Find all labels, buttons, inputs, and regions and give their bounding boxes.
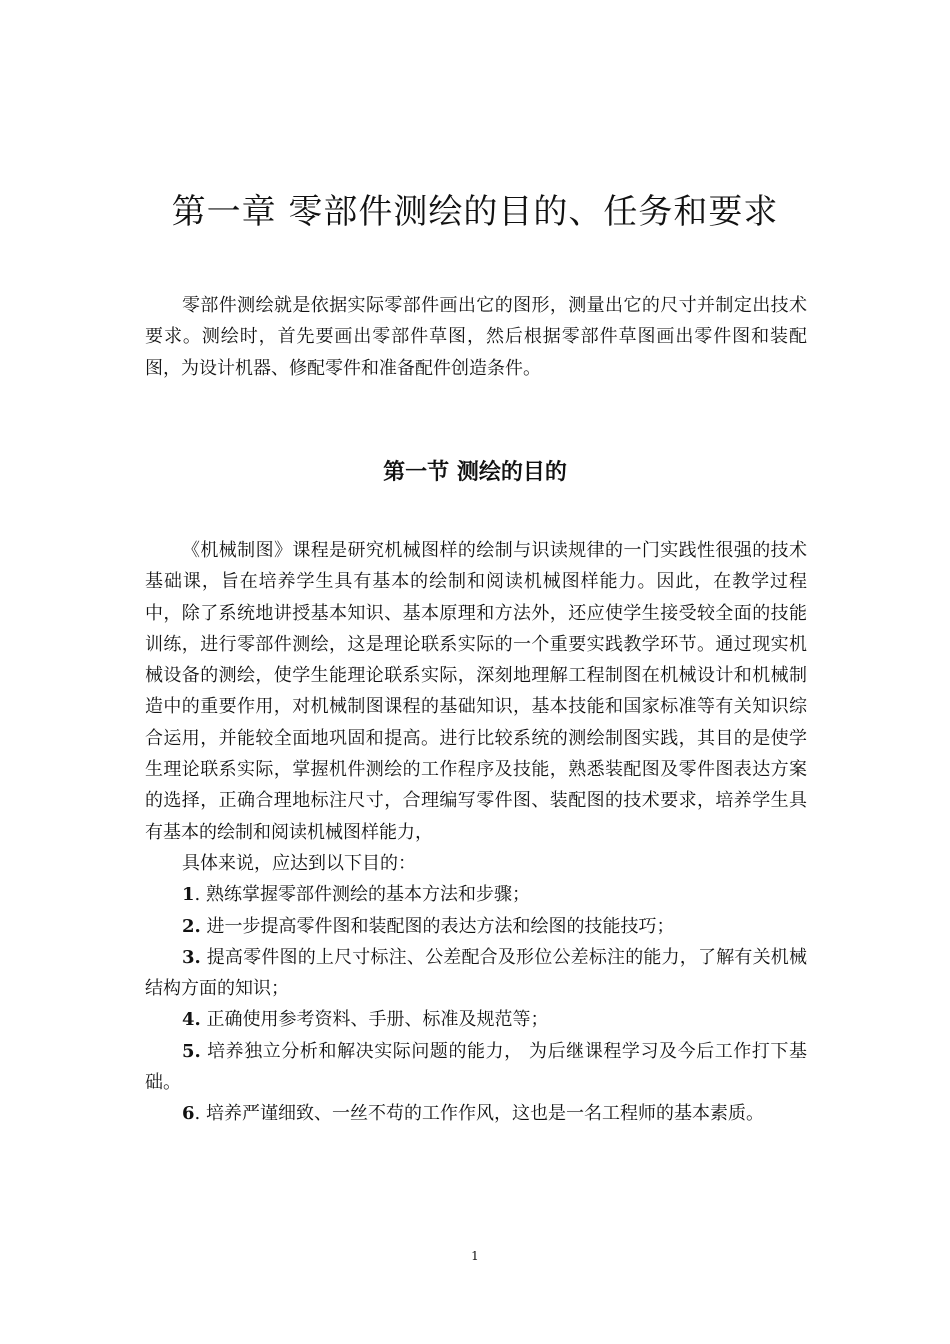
list-item-number: 3. [182,946,201,968]
list-item-text: 熟练掌握零部件测绘的基本方法和步骤； [205,884,530,906]
page-number: 1 [471,1249,479,1263]
objectives-list [145,848,807,1130]
list-item-number: 4. [182,1009,201,1031]
list-item-number: 5. [182,1040,201,1062]
chapter-title: 第一章 零部件测绘的目的、任务和要求 [171,191,779,232]
list-item [145,879,807,910]
list-item-text: 培养独立分析和解决实际问题的能力， 为后继课程学习及今后工作打下基础。 [145,1040,807,1094]
list-item-text: 进一步提高零件图和装配图的表达方法和绘图的技能技巧； [206,915,675,937]
list-item [145,1036,807,1099]
intro-paragraph: 零部件测绘就是依据实际零部件画出它的图形，测量出它的尺寸并制定出技术要求。测绘时，首先要画出零部件草图，然后根据零部件草图画出零件图和装配图，为设计机器、修配零件和准备配件创造条件。 [145,295,807,379]
list-item-number: 1 [182,884,195,906]
section-title: 第一节 测绘的目的 [383,460,567,486]
list-item-separator: . [194,1103,206,1125]
list-item-number: 2. [182,915,201,937]
list-item [145,1004,807,1035]
list-item-text: 培养严谨细致、一丝不苟的工作作风，这也是一名工程师的基本素质。 [205,1103,764,1125]
list-item [145,911,807,942]
list-item [145,942,807,1005]
list-item-text: 正确使用参考资料、手册、标准及规范等； [206,1009,549,1031]
list-item-separator: . [194,884,206,906]
list-item-intro [145,848,807,879]
list-item-text: 具体来说，应达到以下目的： [182,853,416,874]
main-paragraph: 《机械制图》课程是研究机械图样的绘制与识读规律的一门实践性很强的技术基础课，旨在培养学生具有基本的绘制和阅读机械图样能力。因此，在教学过程中，除了系统地讲授基本知识、基本原理和方法外，还应使学生接受较全面的技能训练，进行零部件测绘，这是理论联系实际的一个重要实践教学环节。通过现实机械设备的测绘，使学生能理论联系实际，深刻地理解工程制图在机械设计和机械制造中的重要作用，对机械制图课程的基础知识，基本技能和国家标准等有关知识综合运用，并能较全面地巩固和提高。进行比较系统的测绘制图实践，其目的是使学生理论联系实际，掌握机件测绘的工作程序及技能，熟悉装配图及零件图表达方案的选择，正确合理地标注尺寸，合理编写零件图、装配图的技术要求，培养学生具有基本的绘制和阅读机械图样能力， [145,540,807,843]
list-item-text: 提高零件图的上尺寸标注、公差配合及形位公差标注的能力，了解有关机械结构方面的知识； [145,946,807,1000]
list-item [145,1098,807,1129]
list-item-number: 6 [182,1103,195,1125]
